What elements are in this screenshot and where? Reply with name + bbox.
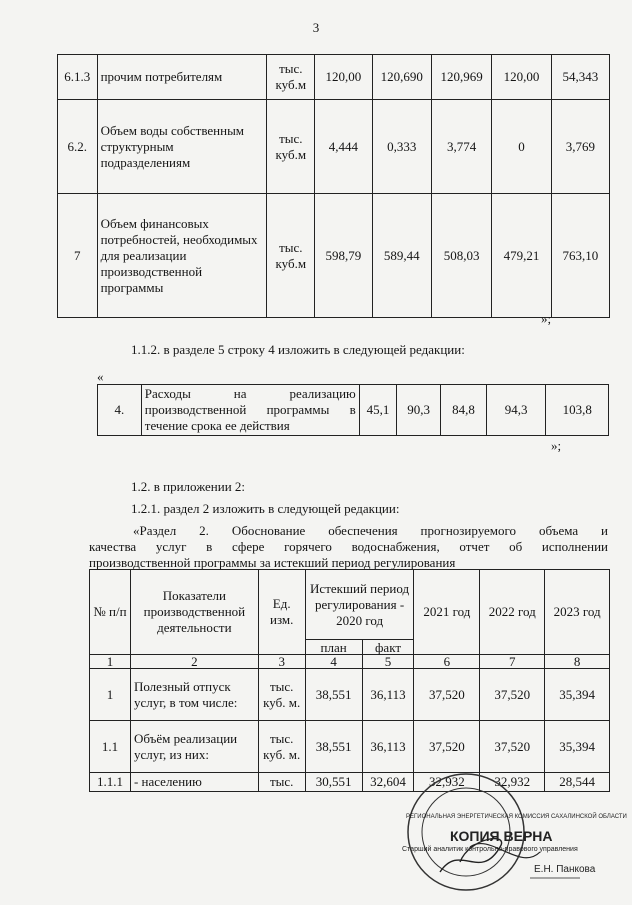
cell-value: 598,79 <box>315 194 372 318</box>
cell-value: 32,932 <box>480 773 545 792</box>
cell-value: 589,44 <box>372 194 431 318</box>
cell-value: 36,113 <box>362 669 414 721</box>
cell-value: 0,333 <box>372 100 431 194</box>
cell-value: 37,520 <box>414 721 480 773</box>
header-period: Истекший период регулирования - 2020 год <box>305 570 414 640</box>
cell-value: 3,774 <box>431 100 491 194</box>
header-plan: план <box>305 640 362 655</box>
header-num: № п/п <box>90 570 131 655</box>
cell-value: 84,8 <box>441 385 487 436</box>
row-unit: тыс. куб. м. <box>258 669 305 721</box>
table-row <box>58 100 610 194</box>
section-heading-line2: качества услуг в сфере горячего водоснабжения, отчет об исполнении <box>89 539 608 554</box>
row-number: 1.1 <box>90 721 131 773</box>
cell-value: 103,8 <box>546 385 609 436</box>
row-name: Полезный отпуск услуг, в том числе: <box>130 669 258 721</box>
header-fact: факт <box>362 640 414 655</box>
cell-value: 54,343 <box>551 55 609 100</box>
cell-value: 32,604 <box>362 773 414 792</box>
section-heading-line3: производственной программы за истекший период регулирования <box>89 555 456 570</box>
table-row <box>58 194 610 318</box>
paragraph-1-1-2: 1.1.2. в разделе 5 строку 4 изложить в следующей редакции: <box>131 342 465 357</box>
cell-value: 35,394 <box>545 669 610 721</box>
row-number: 4. <box>98 385 142 436</box>
cell-value: 30,551 <box>305 773 362 792</box>
cell-value: 479,21 <box>492 194 551 318</box>
row-unit: тыс. куб.м <box>267 100 315 194</box>
section-heading-line1: «Раздел 2. Обоснование обеспечения прогнозируемого объема и <box>133 523 608 538</box>
stamp-org: РЕГИОНАЛЬНАЯ ЭНЕРГЕТИЧЕСКАЯ КОМИССИЯ САХАЛИНСКОЙ ОБЛАСТИ <box>406 814 627 820</box>
cell-value: 508,03 <box>431 194 491 318</box>
cell-value: 37,520 <box>480 721 545 773</box>
row-name: Объём реализации услуг, из них: <box>130 721 258 773</box>
paragraph-1-2-1: 1.2.1. раздел 2 изложить в следующей редакции: <box>131 501 400 516</box>
header-2022: 2022 год <box>480 570 545 655</box>
cell-value: 4,444 <box>315 100 372 194</box>
row-unit: тыс. <box>258 773 305 792</box>
header-2021: 2021 год <box>414 570 480 655</box>
row-unit: тыс. куб. м. <box>258 721 305 773</box>
cell-value: 45,1 <box>359 385 397 436</box>
row-number: 6.1.3 <box>58 55 98 100</box>
row-unit: тыс. куб.м <box>267 55 315 100</box>
row-name: Объем финансовых потребностей, необходимых для реализации производственной программы <box>97 194 267 318</box>
row-unit: тыс. куб.м <box>267 194 315 318</box>
col-number: 5 <box>362 655 414 669</box>
cell-value: 120,969 <box>431 55 491 100</box>
header-2023: 2023 год <box>545 570 610 655</box>
row-name: - населению <box>130 773 258 792</box>
table-row <box>58 55 610 100</box>
row-number: 6.2. <box>58 100 98 194</box>
certification-stamp <box>400 752 632 905</box>
cell-value: 36,113 <box>362 721 414 773</box>
row-number: 7 <box>58 194 98 318</box>
row-number: 1.1.1 <box>90 773 131 792</box>
cell-value: 120,00 <box>315 55 372 100</box>
cell-value: 94,3 <box>486 385 545 436</box>
column-number-row <box>90 655 610 669</box>
closing-quote: »; <box>541 311 552 326</box>
cell-value: 90,3 <box>397 385 441 436</box>
cell-value: 28,544 <box>545 773 610 792</box>
cell-value: 32,932 <box>414 773 480 792</box>
cell-value: 120,00 <box>492 55 551 100</box>
row-number: 1 <box>90 669 131 721</box>
header-row <box>90 570 610 640</box>
table-volumes <box>57 54 610 318</box>
row-name: Объем воды собственным структурным подразделениям <box>97 100 267 194</box>
col-number: 6 <box>414 655 480 669</box>
col-number: 7 <box>480 655 545 669</box>
stamp-title: КОПИЯ ВЕРНА <box>450 828 553 844</box>
closing-quote-2: »; <box>551 438 562 453</box>
cell-value: 120,690 <box>372 55 431 100</box>
cell-value: 38,551 <box>305 669 362 721</box>
row-name: Расходы на реализацию производственной программы в течение срока ее действия <box>141 385 359 436</box>
cell-value: 38,551 <box>305 721 362 773</box>
stamp-position: Старший аналитик контрольно-правового управления <box>402 846 578 853</box>
cell-value: 0 <box>492 100 551 194</box>
header-unit: Ед. изм. <box>258 570 305 655</box>
cell-value: 37,520 <box>414 669 480 721</box>
cell-value: 37,520 <box>480 669 545 721</box>
stamp-signer: Е.Н. Панкова <box>534 864 596 875</box>
row-name: прочим потребителям <box>97 55 267 100</box>
paragraph-1-2: 1.2. в приложении 2: <box>131 479 246 494</box>
cell-value: 3,769 <box>551 100 609 194</box>
open-quote: « <box>97 369 104 384</box>
table-row <box>98 385 609 436</box>
cell-value: 35,394 <box>545 721 610 773</box>
col-number: 4 <box>305 655 362 669</box>
col-number: 1 <box>90 655 131 669</box>
table-section5-row4 <box>97 384 609 436</box>
col-number: 8 <box>545 655 610 669</box>
col-number: 3 <box>258 655 305 669</box>
table-row <box>90 669 610 721</box>
header-name: Показатели производственной деятельности <box>130 570 258 655</box>
page-number: 3 <box>312 20 320 35</box>
col-number: 2 <box>130 655 258 669</box>
cell-value: 763,10 <box>551 194 609 318</box>
